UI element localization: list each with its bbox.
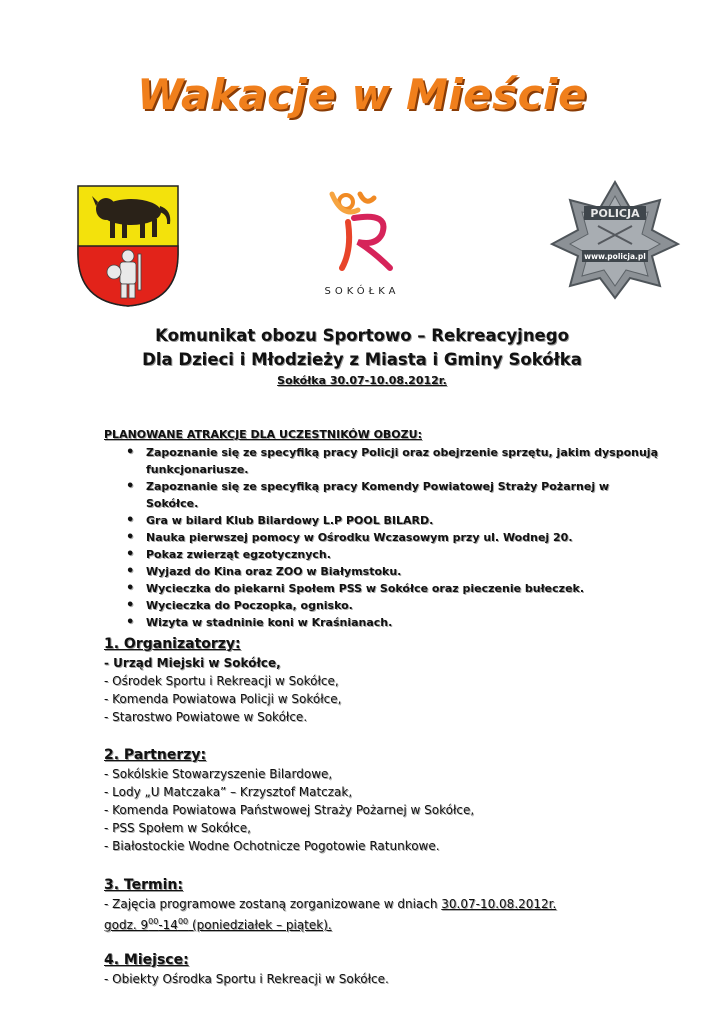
- attraction-item: • Wycieczka do Poczopka, ognisko.: [146, 597, 664, 614]
- attraction-item: • Pokaz zwierząt egzotycznych.: [146, 546, 664, 563]
- attraction-item: • Wizyta w stadninie koni w Kraśnianach.: [146, 614, 664, 631]
- term-dates: 30.07-10.08.2012r.: [441, 897, 557, 911]
- attraction-item: • Wycieczka do piekarni Społem PSS w Sokółce oraz pieczenie bułeczek.: [146, 580, 664, 597]
- page-title: Wakacje w Mieście: [137, 70, 587, 119]
- partner-item: - PSS Społem w Sokółce,: [104, 821, 251, 835]
- city-wordmark: SOKÓŁKA: [324, 286, 400, 297]
- organizer-item: - Komenda Powiatowa Policji w Sokółce,: [104, 692, 342, 706]
- attractions-list: [104, 444, 664, 631]
- organizer-item: - Urząd Miejski w Sokółce,: [104, 656, 281, 670]
- place-heading: 4. Miejsce:: [104, 952, 189, 968]
- police-badge-label: POLICJA: [590, 207, 640, 220]
- term-section: [104, 875, 664, 934]
- attraction-item: • Zapoznanie się ze specyfiką pracy Komendy Powiatowej Straży Pożarnej w Sokółce.: [146, 478, 664, 512]
- city-coat-of-arms: [76, 184, 180, 312]
- term-text: - Zajęcia programowe zostaną zorganizowane w dniach: [104, 897, 442, 911]
- term-hours-end: -14: [158, 918, 178, 932]
- sokolka-city-logo: [312, 188, 412, 297]
- header-line-1: Komunikat obozu Sportowo – Rekreacyjnego: [155, 326, 569, 345]
- header-line-2: Dla Dzieci i Młodzieży z Miasta i Gminy Sokółka: [142, 350, 582, 369]
- attraction-item: • Wyjazd do Kina oraz ZOO w Białymstoku.: [146, 563, 664, 580]
- attraction-item: • Zapoznanie się ze specyfiką pracy Policji oraz obejrzenie sprzętu, jakim dysponują funkcjonariusze.: [146, 444, 664, 478]
- attraction-item: • Nauka pierwszej pomocy w Ośrodku Wczasowym przy ul. Wodnej 20.: [146, 529, 664, 546]
- term-line-2: [104, 913, 664, 934]
- term-days: (poniedziałek – piątek).: [188, 918, 332, 932]
- organizers-heading: 1. Organizatorzy:: [104, 636, 241, 652]
- sokolka-logo-icon: [312, 188, 412, 276]
- organizer-item: - Starostwo Powiatowe w Sokółce.: [104, 710, 308, 724]
- partner-item: - Białostockie Wodne Ochotnicze Pogotowie Ratunkowe.: [104, 839, 440, 853]
- term-heading: 3. Termin:: [104, 877, 183, 893]
- partner-item: - Sokólskie Stowarzyszenie Bilardowe,: [104, 767, 333, 781]
- place-item: - Obiekty Ośrodka Sportu i Rekreacji w Sokółce.: [104, 972, 389, 986]
- attractions-heading: PLANOWANE ATRAKCJE DLA UCZESTNIKÓW OBOZU:: [104, 428, 422, 441]
- header-date: Sokółka 30.07-10.08.2012r.: [277, 374, 447, 387]
- police-badge-url: www.policja.pl: [584, 252, 646, 261]
- partners-section: [104, 745, 664, 855]
- place-section: [104, 950, 664, 988]
- term-line-1: [104, 895, 664, 913]
- police-badge: [548, 180, 682, 304]
- term-hours-sup-1: 00: [148, 917, 159, 926]
- logos-row: [0, 180, 724, 310]
- organizer-item: - Ośrodek Sportu i Rekreacji w Sokółce,: [104, 674, 339, 688]
- partners-heading: 2. Partnerzy:: [104, 747, 207, 763]
- organizers-section: [104, 634, 664, 726]
- attractions-section: [104, 428, 664, 631]
- attraction-item: • Gra w bilard Klub Bilardowy L.P POOL BILARD.: [146, 512, 664, 529]
- partner-item: - Komenda Powiatowa Państwowej Straży Pożarnej w Sokółce,: [104, 803, 475, 817]
- announcement-header: [0, 324, 724, 387]
- term-hours-sup-2: 00: [177, 917, 189, 926]
- partner-item: - Lody „U Matczaka” – Krzysztof Matczak,: [104, 785, 353, 799]
- term-hours-start: godz. 9: [104, 918, 149, 932]
